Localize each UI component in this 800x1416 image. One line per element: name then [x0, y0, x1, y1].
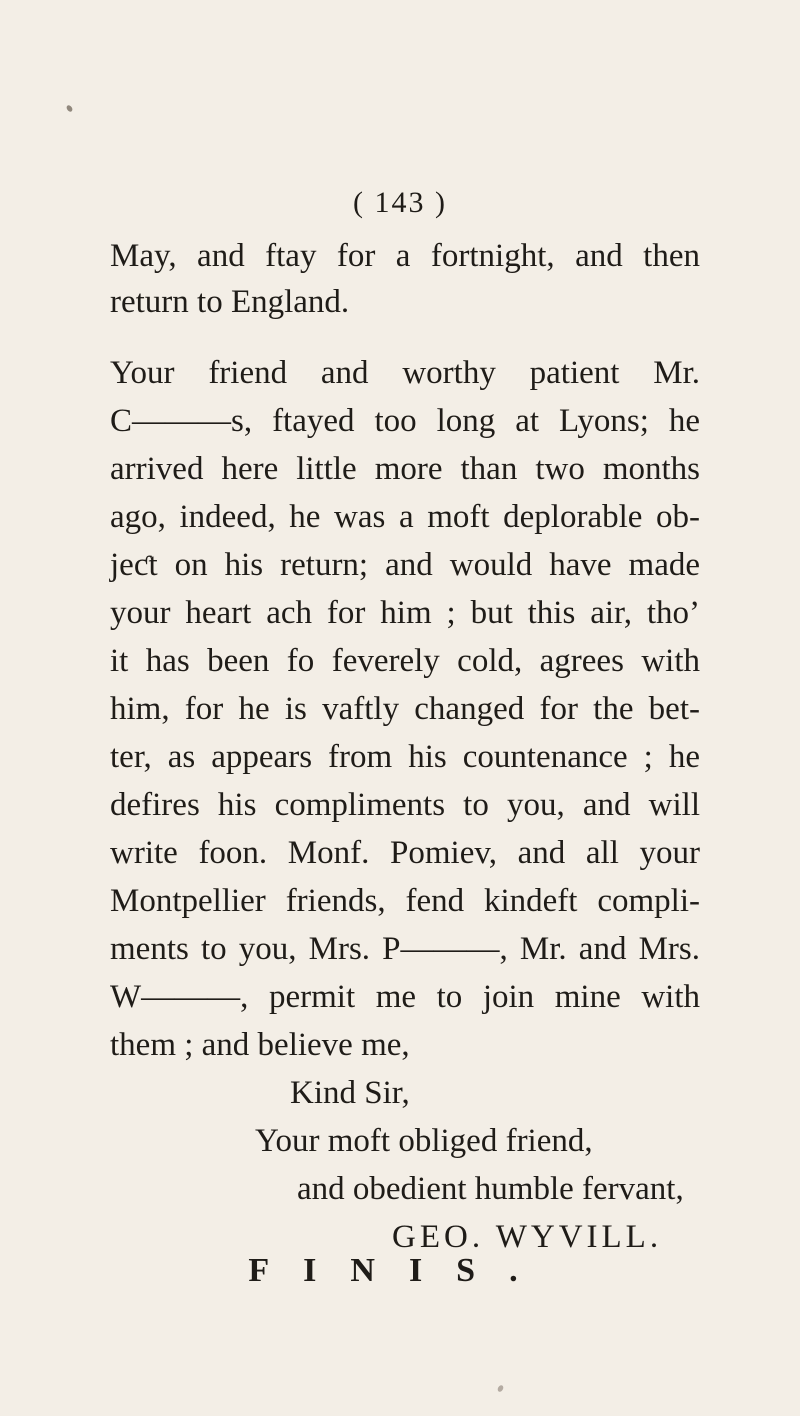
signature: GEO. WYVILL.	[392, 1219, 663, 1255]
text-line: your heart ach for him ; but this air, tho’	[110, 595, 700, 631]
text-line: defires his compliments to you, and will	[110, 787, 700, 823]
finis-heading: FINIS.	[248, 1252, 552, 1289]
text-line: Montpellier friends, fend kindeft compli-	[110, 883, 700, 919]
text-line: him, for he is vaftly changed for the bet-	[110, 691, 700, 727]
ink-speck	[65, 104, 73, 113]
text-line: them ; and believe me,	[110, 1027, 410, 1063]
text-line: May, and ftay for a fortnight, and then	[110, 238, 700, 274]
ink-speck	[497, 1384, 505, 1393]
closing-salutation: Kind Sir,	[290, 1075, 410, 1111]
text-line: ments to you, Mrs. P———, Mr. and Mrs.	[110, 931, 700, 967]
text-line: return to England.	[110, 284, 350, 320]
text-line: ter, as appears from his countenance ; he	[110, 739, 700, 775]
text-line: jeƈt on his return; and would have made	[110, 547, 700, 583]
text-line: arrived here little more than two months	[110, 451, 700, 487]
closing-line: Your moft obliged friend,	[255, 1123, 593, 1159]
text-line: it has been fo feverely cold, agrees with	[110, 643, 700, 679]
text-line: W———, permit me to join mine with	[110, 979, 700, 1015]
text-line: ago, indeed, he was a moft deplorable ob-	[110, 499, 700, 535]
text-line: Your friend and worthy patient Mr.	[110, 355, 700, 391]
text-line: write foon. Monf. Pomiev, and all your	[110, 835, 700, 871]
text-line: C———s, ftayed too long at Lyons; he	[110, 403, 700, 439]
page-number: ( 143 )	[353, 186, 447, 219]
closing-line: and obedient humble fervant,	[297, 1171, 684, 1207]
